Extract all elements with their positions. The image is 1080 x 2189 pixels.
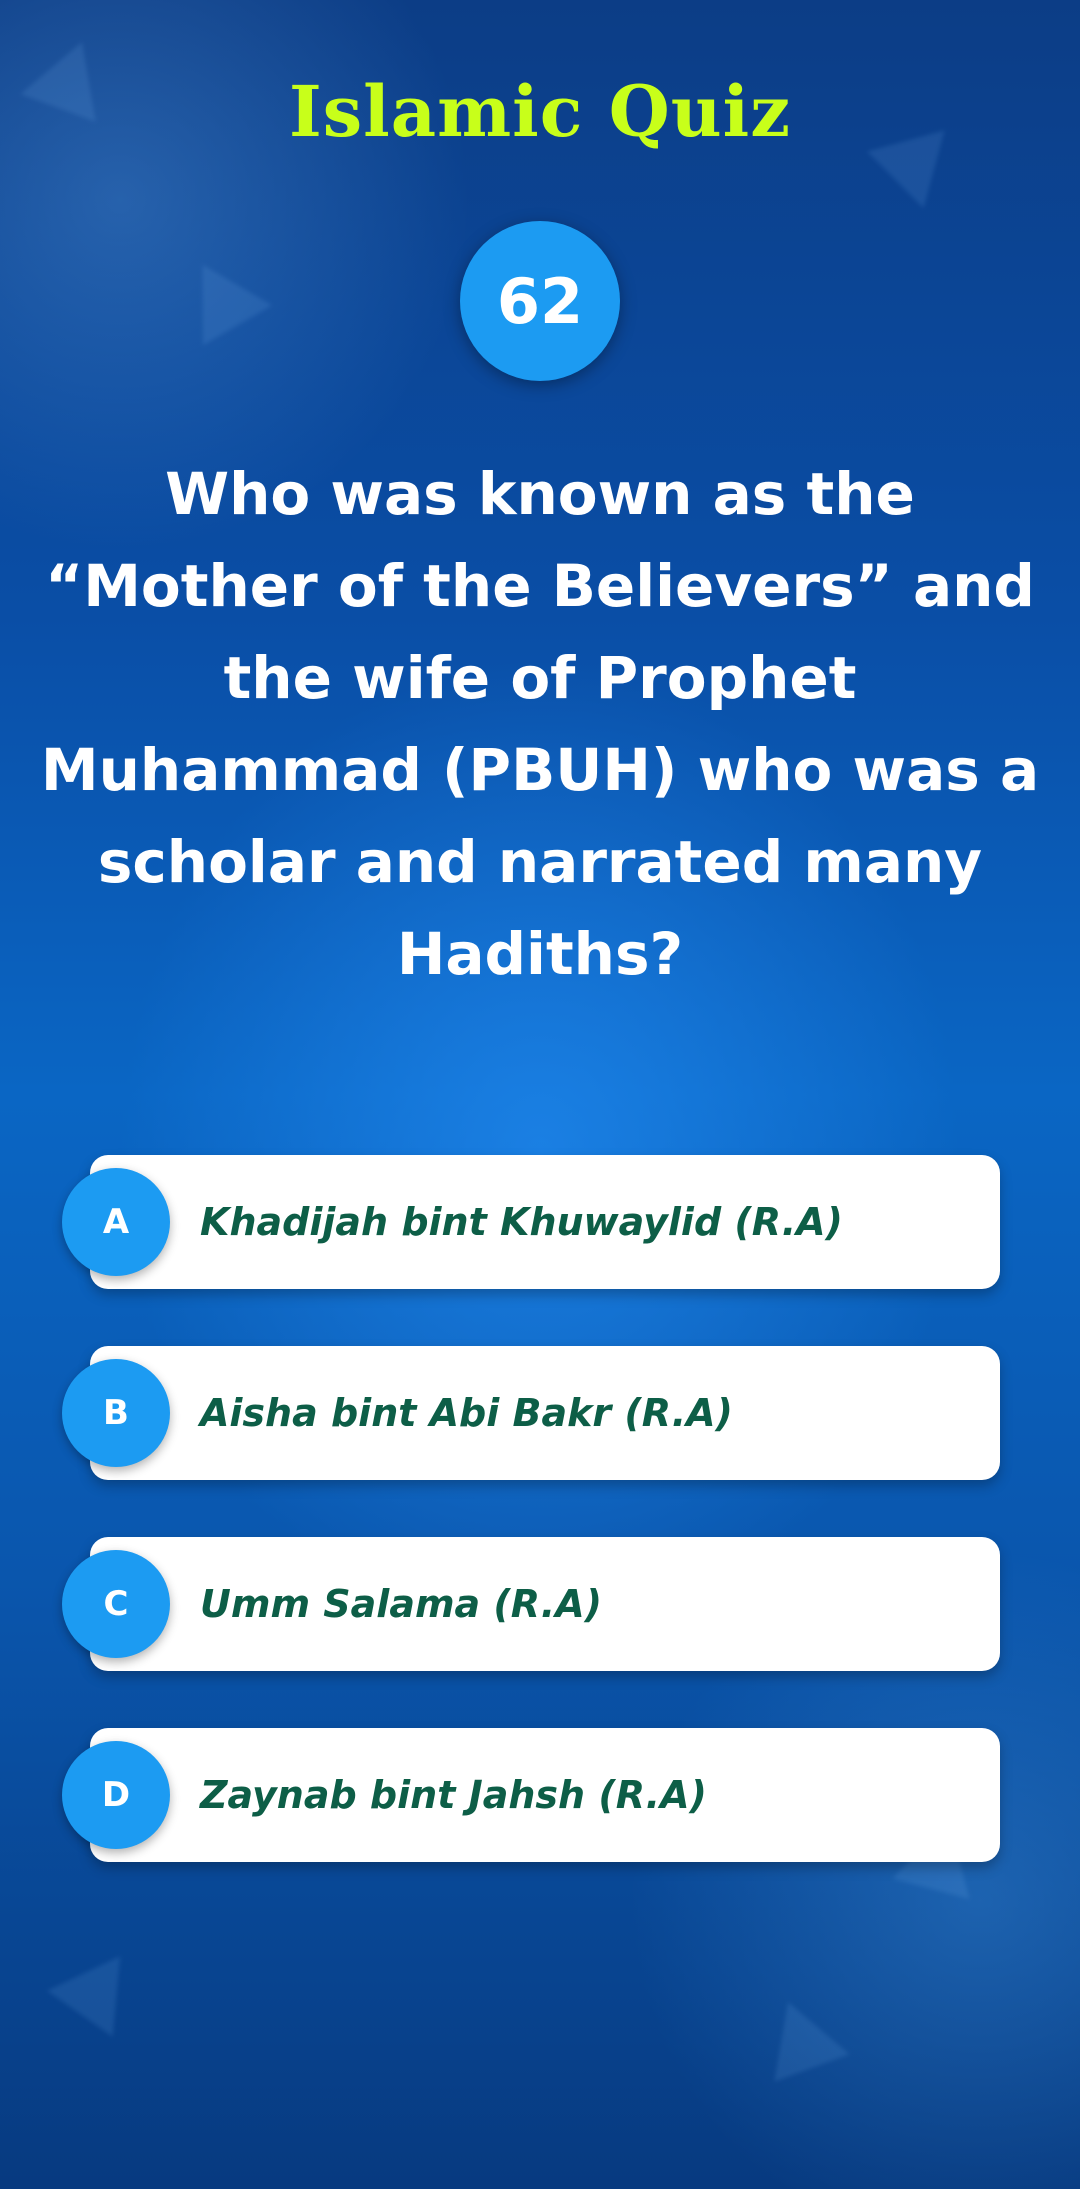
answer-option-a[interactable] bbox=[90, 1155, 1000, 1289]
question-text: Who was known as the “Mother of the Believers” and the wife of Prophet Muhammad (PBUH) who was a scholar and narrated many Hadiths? bbox=[40, 460, 1040, 988]
background-sparkle bbox=[750, 1988, 849, 2081]
option-label: Umm Salama (R.A) bbox=[200, 1582, 602, 1626]
question-number-badge: 62 bbox=[460, 221, 620, 381]
option-letter-badge: D bbox=[62, 1741, 170, 1849]
answer-option-b[interactable] bbox=[90, 1346, 1000, 1480]
page-title: Islamic Quiz bbox=[289, 70, 791, 153]
option-letter-badge: B bbox=[62, 1359, 170, 1467]
option-label: Zaynab bint Jahsh (R.A) bbox=[200, 1773, 707, 1817]
option-letter-badge: C bbox=[62, 1550, 170, 1658]
answer-option-c[interactable] bbox=[90, 1537, 1000, 1671]
background-sparkle bbox=[47, 1933, 153, 2036]
background-sparkle bbox=[168, 245, 272, 346]
option-label: Khadijah bint Khuwaylid (R.A) bbox=[200, 1200, 843, 1244]
option-label: Aisha bint Abi Bakr (R.A) bbox=[200, 1391, 733, 1435]
option-letter-badge: A bbox=[62, 1168, 170, 1276]
answer-option-d[interactable] bbox=[90, 1728, 1000, 1862]
